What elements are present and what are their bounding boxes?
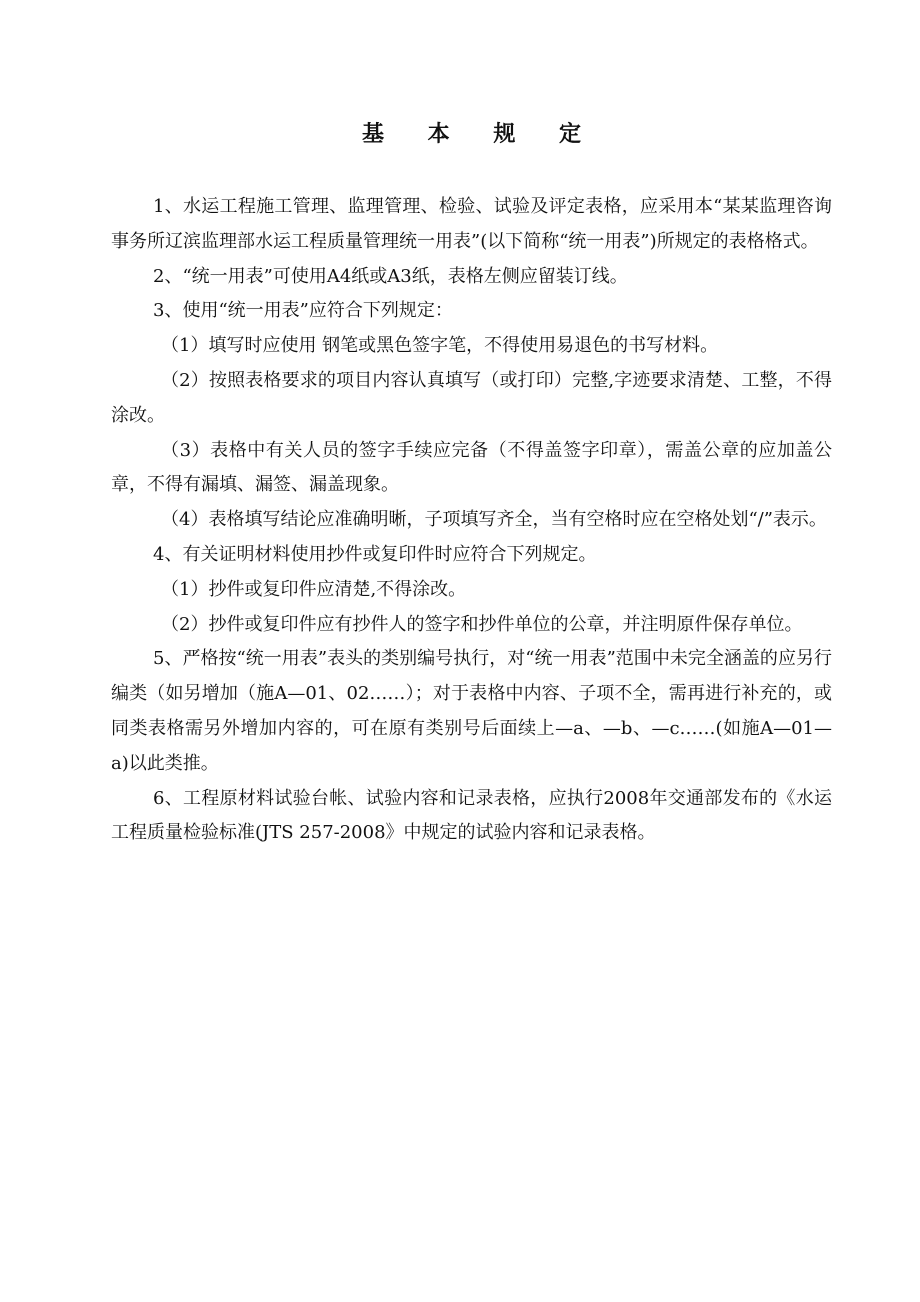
paragraph-6: 6、工程原材料试验台帐、试验内容和记录表格，应执行2008年交通部发布的《水运工程质量检验标准(JTS 257-2008》中规定的试验内容和记录表格。 bbox=[111, 787, 832, 844]
paragraph-5: 5、严格按“统一用表”表头的类别编号执行，对“统一用表”范围中未完全涵盖的应另行编类（如另增加（施A—01、02……）；对于表格中内容、子项不全，需再进行补充的，或同类表格需另外增加内容的，可在原有类别号后面续上—a、—b、—c……(如施A—01—a)以此类推。 bbox=[111, 648, 832, 774]
document-title: 基 本 规 定 bbox=[362, 122, 599, 147]
paragraph-3-3: （3）表格中有关人员的签字手续应完备（不得盖签字印章），需盖公章的应加盖公章，不得有漏填、漏签、漏盖现象。 bbox=[111, 439, 832, 496]
paragraph-2: 2、“统一用表”可使用A4纸或A3纸，表格左侧应留装订线。 bbox=[153, 265, 628, 287]
paragraph-1: 1、水运工程施工管理、监理管理、检验、试验及评定表格，应采用本“某某监理咨询事务所辽滨监理部水运工程质量管理统一用表”(以下简称“统一用表”)所规定的表格格式。 bbox=[111, 196, 832, 252]
paragraph-4-1: （1）抄件或复印件应清楚,不得涂改。 bbox=[161, 578, 467, 600]
paragraph-3-2: （2）按照表格要求的项目内容认真填写（或打印）完整,字迹要求清楚、工整，不得涂改。 bbox=[111, 369, 832, 426]
paragraph-4: 4、有关证明材料使用抄件或复印件时应符合下列规定。 bbox=[153, 543, 597, 565]
paragraph-4-2: （2）抄件或复印件应有抄件人的签字和抄件单位的公章，并注明原件保存单位。 bbox=[161, 613, 803, 635]
paragraph-3-4: （4）表格填写结论应准确明晰，子项填写齐全，当有空格时应在空格处划“/”表示。 bbox=[161, 509, 827, 531]
paragraph-3-1: （1）填写时应使用 钢笔或黑色签字笔，不得使用易退色的书写材料。 bbox=[161, 335, 719, 357]
paragraph-3: 3、使用“统一用表”应符合下列规定： bbox=[153, 300, 453, 322]
document-body bbox=[111, 190, 832, 851]
